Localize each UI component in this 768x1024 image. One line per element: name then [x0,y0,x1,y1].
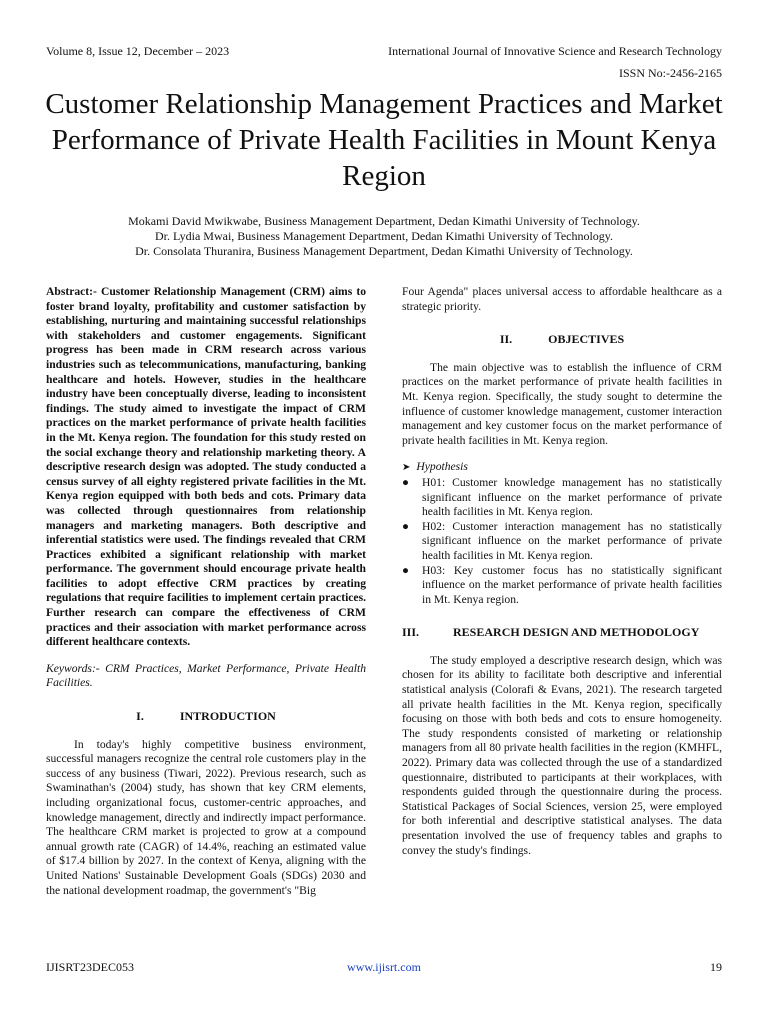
section-title: OBJECTIVES [548,332,625,347]
bullet-icon: ● [402,563,410,577]
abstract: Abstract:- Customer Relationship Management (CRM) aims to foster brand loyalty, profitability and customer satisfaction by establishing, nurturing and maintaining successful relationships with stakeholders and customer engagements. Significant progress has been made in CRM research across various industries such as telecommunications, manufacturing, banking healthcare and hotels. However, studies in the healthcare industry have been conceptually diverse, leading to inconsistent findings. The study aimed to investigate the impact of CRM practices on the market performance of private health facilities in the Mt. Kenya region. The foundation for this study rested on the social exchange theory and relationship marketing theory. A descriptive research design was adopted. The study conducted a census survey of all eighty registered private facilities in the Mt. Kenya region equipped with both beds and cots. Primary data was collected through questionnaires from relationship managers and marketing managers. Both descriptive and inferential statistics were used. The findings revealed that CRM Practices exhibited a significant relationship with market performance. The government should encourage private health facilities to adopt effective CRM practices by creating regulations that require facilities to implement certain practices. Further research can compare the effectiveness of CRM practices and their association with market performance across different healthcare contexts. [46,285,366,649]
hypothesis-text: H01: Customer knowledge management has no statistically significant influence on the market performance of private health facilities in Mt. Kenya region. [422,475,722,519]
introduction-paragraph-continued: Four Agenda" places universal access to affordable healthcare as a strategic priority. [402,285,722,313]
section-number: II. [499,332,513,347]
hypothesis-label: Hypothesis [416,460,468,474]
running-header-journal: International Journal of Innovative Science and Research Technology [388,44,722,58]
keywords: Keywords:- CRM Practices, Market Performance, Private Health Facilities. [46,661,366,690]
section-heading-objectives [402,332,722,347]
objectives-paragraph: The main objective was to establish the influence of CRM practices on the market performance of private health facilities in Mt. Kenya region. Specifically, the study sought to determine the influence of customer knowledge management, customer interaction management and key customer focus on the market performance of private health facilities in Mt. Kenya region. [402,360,722,447]
section-number: III. [402,625,420,640]
author-list [30,214,738,259]
section-title: RESEARCH DESIGN AND METHODOLOGY [453,625,700,640]
list-item [402,520,722,564]
list-item [402,476,722,520]
section-heading-methodology [402,625,722,640]
section-number: I. [136,709,144,724]
hypothesis-text: H02: Customer interaction management has no statistically significant influence on the market performance of private health facilities in Mt. Kenya region. [422,519,722,562]
hypothesis-heading [402,460,722,476]
author-line: Mokami David Mwikwabe, Business Management Department, Dedan Kimathi University of Technology. [128,214,640,228]
methodology-paragraph: The study employed a descriptive research design, which was chosen for its ability to facilitate both descriptive and inferential statistical analysis (Colorafi & Evans, 2021). The research targeted all private health facilities in the Mt. Kenya region, specifically focusing on those with both beds and cots to ensure homogeneity. The study respondents consisted of marketing or relationship managers from all 80 private health facilities in the region (KMHFL, 2022). Primary data was collected through the use of a standardized questionnaire, distributed to participants at their workplaces, with respondents guided through the questionnaire during the process. Statistical Packages of Social Sciences, version 25, were employed for both inferential and descriptive statistical analyses. The data presentation involved the use of frequency tables and graphs to convey the study's findings. [402,653,722,857]
paper-title: Customer Relationship Management Practices and Market Performance of Private Health Facilities in Mount Kenya Region [45,88,723,192]
right-column [402,285,722,858]
footer-paper-id: IJISRT23DEC053 [46,960,134,974]
introduction-paragraph: In today's highly competitive business environment, successful managers recognize the central role customers play in the success of any business (Tiwari, 2022). Previous research, such as Swaminathan's (2004) study, has shown that key CRM elements, including organizational focus, customer-centric approaches, and knowledge management, directly and indirectly impact performance. The healthcare CRM market is projected to grow at a compound annual growth rate (CAGR) of 14.4%, reaching an estimated value of $17.4 billion by 2027. In the context of Kenya, aligning with the United Nations' Sustainable Development Goals (SDGs) 2030 and the national development roadmap, the government's "Big [46,737,366,897]
left-column [46,285,366,898]
running-header-volume: Volume 8, Issue 12, December – 2023 [46,44,230,58]
bullet-icon: ● [402,475,410,489]
hypothesis-list [402,476,722,607]
bullet-icon: ● [402,519,410,533]
footer-website-link[interactable]: www.ijisrt.com [347,960,421,974]
list-item [402,564,722,608]
author-line: Dr. Lydia Mwai, Business Management Department, Dedan Kimathi University of Technology. [154,229,614,243]
page-number: 19 [710,960,722,974]
issn-number: ISSN No:-2456-2165 [618,66,722,80]
arrow-bullet-icon: ➤ [402,462,411,474]
author-line: Dr. Consolata Thuranira, Business Management Department, Dedan Kimathi University of Technology. [135,244,633,258]
section-title: INTRODUCTION [179,709,276,724]
hypothesis-text: H03: Key customer focus has no statistically significant influence on the market performance of private health facilities in Mt. Kenya region. [422,563,722,606]
section-heading-introduction [46,709,366,724]
